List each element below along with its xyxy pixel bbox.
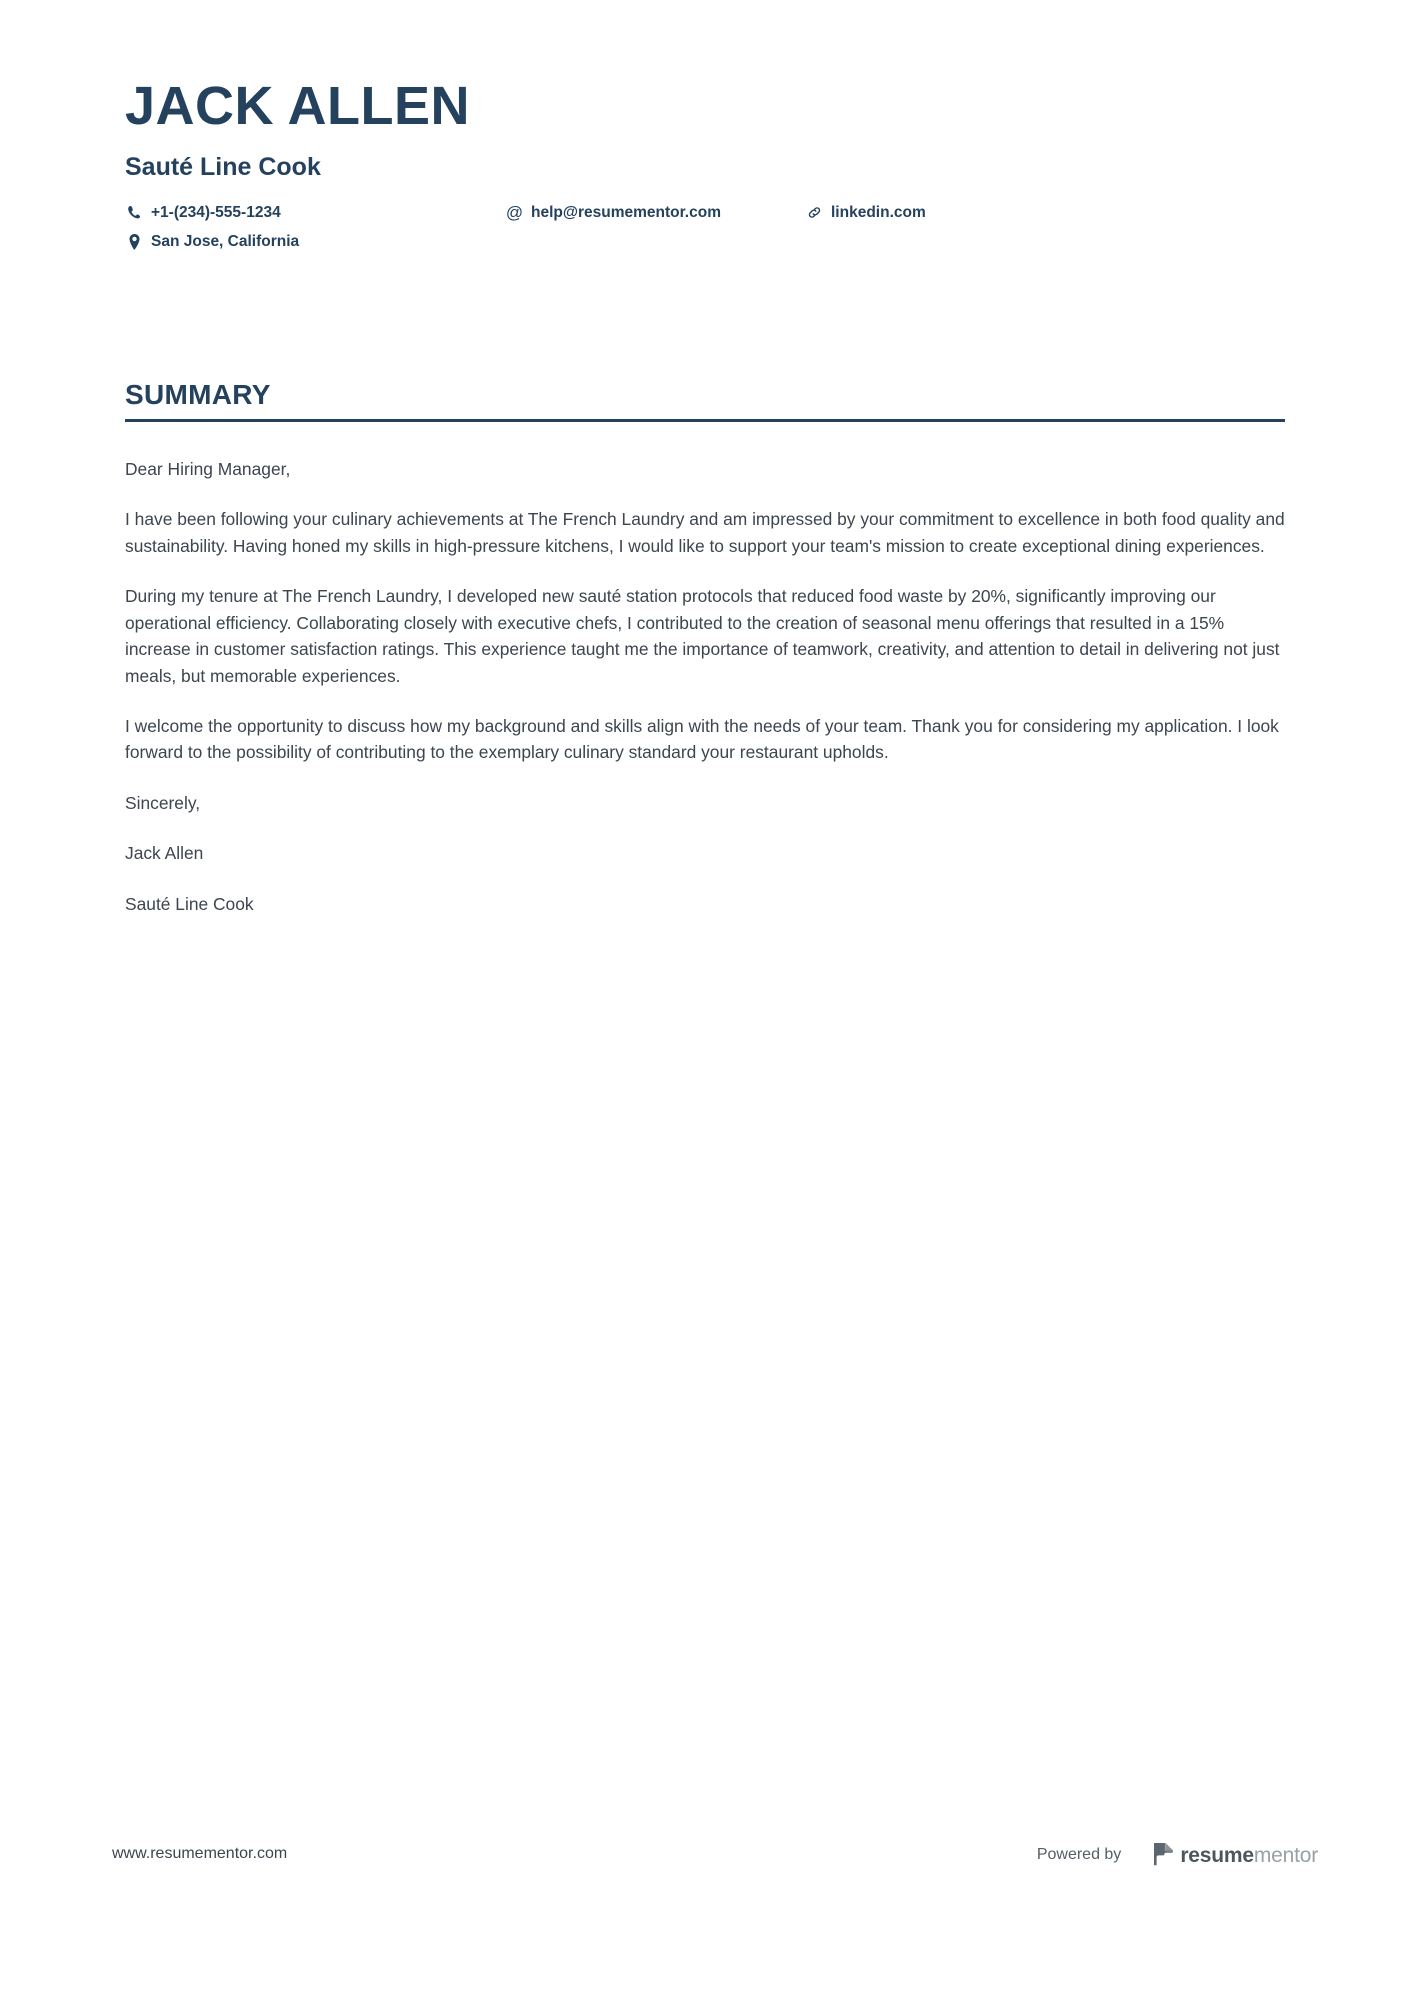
contact-details bbox=[125, 204, 1285, 262]
link-icon bbox=[805, 204, 824, 221]
contact-email-text: help@resumementor.com bbox=[531, 203, 721, 221]
resumementor-logo[interactable] bbox=[1153, 1842, 1318, 1868]
section-title-summary: SUMMARY bbox=[125, 379, 271, 410]
letter-signature-name: Jack Allen bbox=[125, 843, 204, 864]
resumementor-logo-text bbox=[1180, 1845, 1318, 1866]
logo-bold-text: resume bbox=[1180, 1843, 1254, 1867]
letter-signature-title: Sauté Line Cook bbox=[125, 893, 254, 914]
applicant-job-title: Sauté Line Cook bbox=[125, 153, 321, 182]
page-footer bbox=[0, 1820, 1410, 1995]
letter-paragraph-2: During my tenure at The French Laundry, I developed new sauté station protocols that reduced food waste by 20%, significantly improving our operational efficiency. Collaborating closely with executive chefs, I contributed to the creation of seasonal menu offerings that resulted in a 15% increase in customer satisfaction ratings. This experience taught me the importance of teamwork, creativity, and attention to detail in delivering not just meals, but memorable experiences. bbox=[125, 586, 1280, 686]
phone-icon bbox=[125, 204, 144, 221]
contact-phone-text: +1-(234)-555-1234 bbox=[151, 203, 281, 221]
contact-email[interactable] bbox=[505, 204, 805, 222]
letter-paragraph-3: I welcome the opportunity to discuss how my background and skills align with the needs of your team. Thank you for considering my application. I look forward to the possibility of contributing to the exemplary culinary standard your restaurant upholds. bbox=[125, 715, 1279, 763]
contact-location-text: San Jose, California bbox=[151, 232, 300, 250]
summary-section bbox=[125, 380, 1285, 917]
applicant-name: JACK ALLEN bbox=[125, 76, 471, 136]
footer-website-url[interactable]: www.resumementor.com bbox=[112, 1845, 288, 1862]
location-pin-icon bbox=[125, 233, 144, 250]
powered-by-label: Powered by bbox=[1036, 1846, 1122, 1863]
footer-branding bbox=[1037, 1842, 1318, 1868]
contact-row-primary bbox=[125, 204, 1285, 233]
contact-location bbox=[125, 233, 505, 251]
contact-linkedin-text: linkedin.com bbox=[831, 203, 926, 221]
letter-paragraph-1: I have been following your culinary achievements at The French Laundry and am impressed by your commitment to excellence in both food quality and sustainability. Having honed my skills in high-pressure kitchens, I would like to support your team's mission to create exceptional dining experiences. bbox=[125, 509, 1285, 556]
letter-header bbox=[125, 78, 1285, 262]
email-at-icon: @ bbox=[505, 203, 524, 223]
logo-light-text: mentor bbox=[1253, 1843, 1318, 1867]
letter-salutation: Dear Hiring Manager, bbox=[125, 458, 291, 479]
resumementor-logo-icon bbox=[1153, 1842, 1174, 1868]
contact-linkedin[interactable] bbox=[805, 204, 1105, 222]
letter-body bbox=[125, 456, 1285, 917]
section-divider bbox=[125, 419, 1285, 422]
contact-row-secondary bbox=[125, 233, 1285, 262]
letter-closing: Sincerely, bbox=[125, 792, 201, 813]
contact-phone[interactable] bbox=[125, 204, 505, 222]
